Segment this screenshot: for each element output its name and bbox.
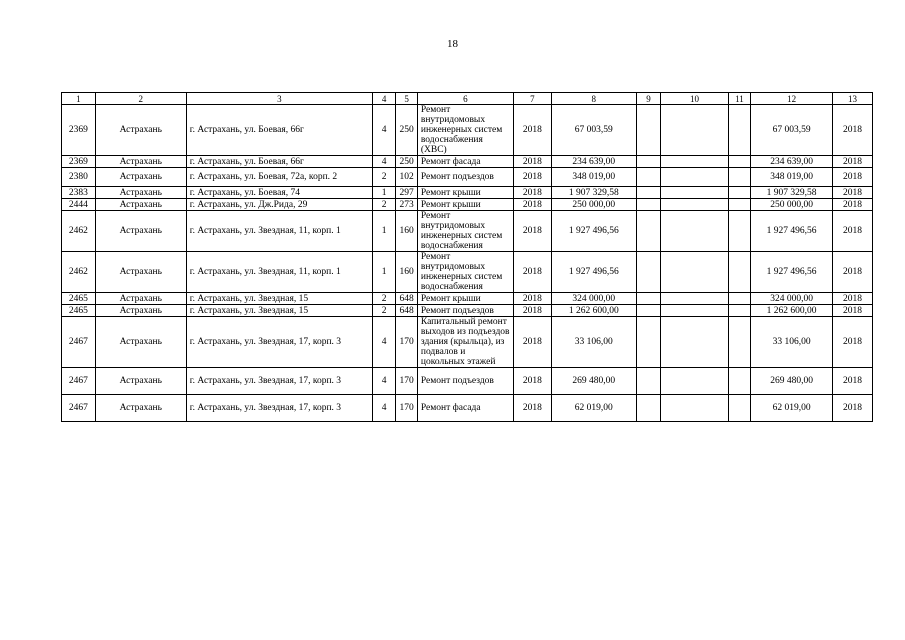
- col-10-cell: [661, 252, 728, 293]
- work-type-cell: Ремонт внутридомовых инженерных систем водоснабжения: [417, 211, 513, 252]
- cost-cell: 324 000,00: [551, 293, 636, 305]
- column-header: 10: [661, 93, 728, 105]
- col-11-cell: [728, 211, 750, 252]
- column-header: 2: [95, 93, 186, 105]
- row-id-cell: 2465: [62, 293, 96, 305]
- table-row: [62, 199, 873, 211]
- total-cost-cell: 250 000,00: [751, 199, 833, 211]
- apartments-cell: 160: [396, 252, 417, 293]
- column-header: 4: [372, 93, 396, 105]
- table-row: [62, 293, 873, 305]
- city-cell: Астрахань: [95, 156, 186, 168]
- floors-cell: 1: [372, 211, 396, 252]
- table-row: [62, 156, 873, 168]
- year-cell: 2018: [513, 199, 551, 211]
- floors-cell: 2: [372, 199, 396, 211]
- work-type-cell: Ремонт подъездов: [417, 168, 513, 187]
- address-cell: г. Астрахань, ул. Боевая, 74: [186, 187, 372, 199]
- cost-cell: 269 480,00: [551, 368, 636, 395]
- row-id-cell: 2380: [62, 168, 96, 187]
- col-10-cell: [661, 168, 728, 187]
- registry-table: [61, 92, 873, 422]
- table-row: [62, 305, 873, 317]
- address-cell: г. Астрахань, ул. Звездная, 11, корп. 1: [186, 211, 372, 252]
- address-cell: г. Астрахань, ул. Боевая, 66г: [186, 105, 372, 156]
- col-11-cell: [728, 317, 750, 368]
- cost-cell: 1 907 329,58: [551, 187, 636, 199]
- address-cell: г. Астрахань, ул. Боевая, 72а, корп. 2: [186, 168, 372, 187]
- city-cell: Астрахань: [95, 293, 186, 305]
- work-type-cell: Ремонт фасада: [417, 156, 513, 168]
- address-cell: г. Астрахань, ул. Дж.Рида, 29: [186, 199, 372, 211]
- completion-year-cell: 2018: [833, 187, 873, 199]
- total-cost-cell: 67 003,59: [751, 105, 833, 156]
- col-10-cell: [661, 368, 728, 395]
- city-cell: Астрахань: [95, 317, 186, 368]
- col-9-cell: [636, 305, 661, 317]
- city-cell: Астрахань: [95, 199, 186, 211]
- row-id-cell: 2462: [62, 252, 96, 293]
- col-9-cell: [636, 211, 661, 252]
- total-cost-cell: 1 262 600,00: [751, 305, 833, 317]
- apartments-cell: 648: [396, 293, 417, 305]
- completion-year-cell: 2018: [833, 105, 873, 156]
- apartments-cell: 250: [396, 105, 417, 156]
- total-cost-cell: 234 639,00: [751, 156, 833, 168]
- city-cell: Астрахань: [95, 252, 186, 293]
- col-10-cell: [661, 156, 728, 168]
- city-cell: Астрахань: [95, 305, 186, 317]
- apartments-cell: 273: [396, 199, 417, 211]
- col-10-cell: [661, 305, 728, 317]
- year-cell: 2018: [513, 317, 551, 368]
- apartments-cell: 648: [396, 305, 417, 317]
- completion-year-cell: 2018: [833, 199, 873, 211]
- apartments-cell: 170: [396, 368, 417, 395]
- total-cost-cell: 1 907 329,58: [751, 187, 833, 199]
- total-cost-cell: 269 480,00: [751, 368, 833, 395]
- floors-cell: 1: [372, 187, 396, 199]
- column-header: 6: [417, 93, 513, 105]
- col-9-cell: [636, 252, 661, 293]
- floors-cell: 4: [372, 395, 396, 422]
- table-row: [62, 168, 873, 187]
- column-header: 12: [751, 93, 833, 105]
- floors-cell: 4: [372, 105, 396, 156]
- col-10-cell: [661, 293, 728, 305]
- col-9-cell: [636, 105, 661, 156]
- year-cell: 2018: [513, 168, 551, 187]
- col-10-cell: [661, 199, 728, 211]
- total-cost-cell: 33 106,00: [751, 317, 833, 368]
- col-9-cell: [636, 168, 661, 187]
- apartments-cell: 170: [396, 317, 417, 368]
- cost-cell: 1 262 600,00: [551, 305, 636, 317]
- col-10-cell: [661, 211, 728, 252]
- completion-year-cell: 2018: [833, 317, 873, 368]
- completion-year-cell: 2018: [833, 168, 873, 187]
- work-type-cell: Ремонт внутридомовых инженерных систем водоснабжения (ХВС): [417, 105, 513, 156]
- column-header: 8: [551, 93, 636, 105]
- col-11-cell: [728, 156, 750, 168]
- floors-cell: 1: [372, 252, 396, 293]
- apartments-cell: 160: [396, 211, 417, 252]
- work-type-cell: Ремонт крыши: [417, 199, 513, 211]
- year-cell: 2018: [513, 305, 551, 317]
- year-cell: 2018: [513, 187, 551, 199]
- col-9-cell: [636, 293, 661, 305]
- apartments-cell: 250: [396, 156, 417, 168]
- work-type-cell: Ремонт внутридомовых инженерных систем водоснабжения: [417, 252, 513, 293]
- row-id-cell: 2467: [62, 317, 96, 368]
- floors-cell: 2: [372, 305, 396, 317]
- floors-cell: 2: [372, 293, 396, 305]
- address-cell: г. Астрахань, ул. Звездная, 17, корп. 3: [186, 317, 372, 368]
- cost-cell: 348 019,00: [551, 168, 636, 187]
- col-9-cell: [636, 199, 661, 211]
- column-header: 13: [833, 93, 873, 105]
- row-id-cell: 2369: [62, 105, 96, 156]
- work-type-cell: Капитальный ремонт выходов из подъездов здания (крыльца), из подвалов и цокольных этажей: [417, 317, 513, 368]
- table-row: [62, 211, 873, 252]
- apartments-cell: 170: [396, 395, 417, 422]
- city-cell: Астрахань: [95, 105, 186, 156]
- year-cell: 2018: [513, 395, 551, 422]
- col-11-cell: [728, 368, 750, 395]
- year-cell: 2018: [513, 105, 551, 156]
- total-cost-cell: 62 019,00: [751, 395, 833, 422]
- cost-cell: 67 003,59: [551, 105, 636, 156]
- col-9-cell: [636, 395, 661, 422]
- cost-cell: 234 639,00: [551, 156, 636, 168]
- col-11-cell: [728, 187, 750, 199]
- work-type-cell: Ремонт крыши: [417, 187, 513, 199]
- completion-year-cell: 2018: [833, 395, 873, 422]
- row-id-cell: 2467: [62, 368, 96, 395]
- col-11-cell: [728, 252, 750, 293]
- cost-cell: 1 927 496,56: [551, 252, 636, 293]
- column-header: 7: [513, 93, 551, 105]
- column-header: 1: [62, 93, 96, 105]
- row-id-cell: 2369: [62, 156, 96, 168]
- col-10-cell: [661, 317, 728, 368]
- cost-cell: 33 106,00: [551, 317, 636, 368]
- row-id-cell: 2444: [62, 199, 96, 211]
- total-cost-cell: 348 019,00: [751, 168, 833, 187]
- column-header: 11: [728, 93, 750, 105]
- cost-cell: 1 927 496,56: [551, 211, 636, 252]
- year-cell: 2018: [513, 368, 551, 395]
- col-11-cell: [728, 293, 750, 305]
- completion-year-cell: 2018: [833, 252, 873, 293]
- city-cell: Астрахань: [95, 187, 186, 199]
- col-9-cell: [636, 368, 661, 395]
- city-cell: Астрахань: [95, 395, 186, 422]
- address-cell: г. Астрахань, ул. Звездная, 15: [186, 293, 372, 305]
- address-cell: г. Астрахань, ул. Звездная, 17, корп. 3: [186, 395, 372, 422]
- table-row: [62, 252, 873, 293]
- year-cell: 2018: [513, 156, 551, 168]
- table-row: [62, 368, 873, 395]
- year-cell: 2018: [513, 252, 551, 293]
- total-cost-cell: 1 927 496,56: [751, 252, 833, 293]
- col-10-cell: [661, 187, 728, 199]
- col-9-cell: [636, 317, 661, 368]
- floors-cell: 4: [372, 317, 396, 368]
- row-id-cell: 2465: [62, 305, 96, 317]
- completion-year-cell: 2018: [833, 211, 873, 252]
- col-10-cell: [661, 395, 728, 422]
- col-10-cell: [661, 105, 728, 156]
- completion-year-cell: 2018: [833, 156, 873, 168]
- col-9-cell: [636, 187, 661, 199]
- floors-cell: 4: [372, 368, 396, 395]
- total-cost-cell: 324 000,00: [751, 293, 833, 305]
- completion-year-cell: 2018: [833, 368, 873, 395]
- city-cell: Астрахань: [95, 168, 186, 187]
- floors-cell: 4: [372, 156, 396, 168]
- column-header: 5: [396, 93, 417, 105]
- header-row: [62, 93, 873, 105]
- apartments-cell: 102: [396, 168, 417, 187]
- cost-cell: 250 000,00: [551, 199, 636, 211]
- year-cell: 2018: [513, 293, 551, 305]
- work-type-cell: Ремонт фасада: [417, 395, 513, 422]
- col-11-cell: [728, 395, 750, 422]
- table-body: [62, 93, 873, 422]
- table-row: [62, 105, 873, 156]
- table-row: [62, 187, 873, 199]
- table-row: [62, 395, 873, 422]
- page-number: 18: [447, 38, 458, 50]
- col-11-cell: [728, 105, 750, 156]
- row-id-cell: 2467: [62, 395, 96, 422]
- city-cell: Астрахань: [95, 211, 186, 252]
- work-type-cell: Ремонт подъездов: [417, 368, 513, 395]
- col-11-cell: [728, 199, 750, 211]
- column-header: 3: [186, 93, 372, 105]
- table-row: [62, 317, 873, 368]
- city-cell: Астрахань: [95, 368, 186, 395]
- address-cell: г. Астрахань, ул. Звездная, 17, корп. 3: [186, 368, 372, 395]
- row-id-cell: 2383: [62, 187, 96, 199]
- year-cell: 2018: [513, 211, 551, 252]
- completion-year-cell: 2018: [833, 305, 873, 317]
- apartments-cell: 297: [396, 187, 417, 199]
- floors-cell: 2: [372, 168, 396, 187]
- work-type-cell: Ремонт крыши: [417, 293, 513, 305]
- column-header: 9: [636, 93, 661, 105]
- address-cell: г. Астрахань, ул. Боевая, 66г: [186, 156, 372, 168]
- address-cell: г. Астрахань, ул. Звездная, 11, корп. 1: [186, 252, 372, 293]
- address-cell: г. Астрахань, ул. Звездная, 15: [186, 305, 372, 317]
- total-cost-cell: 1 927 496,56: [751, 211, 833, 252]
- work-type-cell: Ремонт подъездов: [417, 305, 513, 317]
- col-9-cell: [636, 156, 661, 168]
- row-id-cell: 2462: [62, 211, 96, 252]
- cost-cell: 62 019,00: [551, 395, 636, 422]
- col-11-cell: [728, 168, 750, 187]
- col-11-cell: [728, 305, 750, 317]
- completion-year-cell: 2018: [833, 293, 873, 305]
